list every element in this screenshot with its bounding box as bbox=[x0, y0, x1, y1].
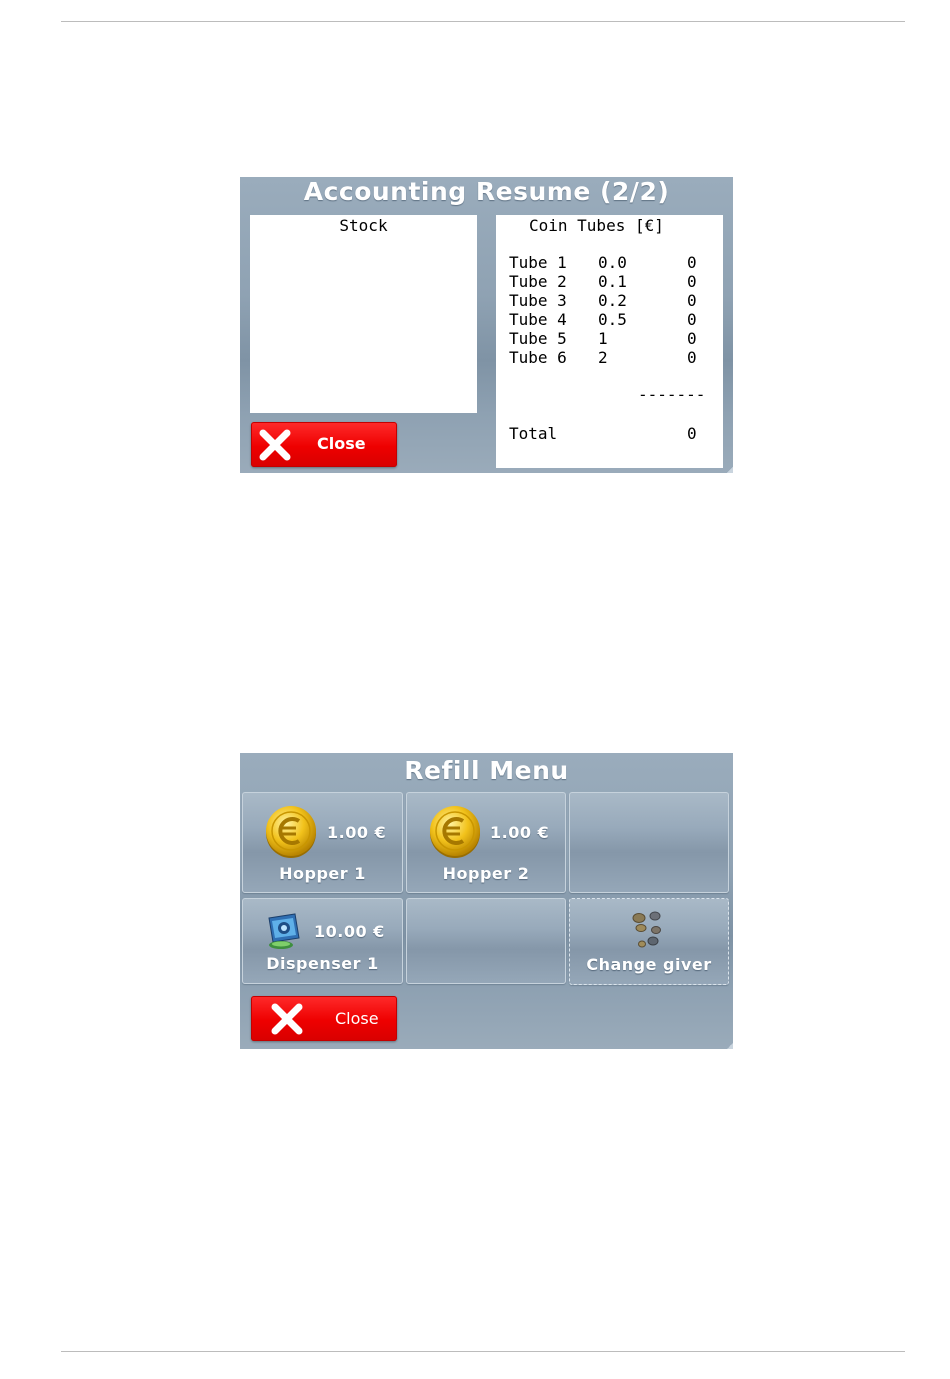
tube-name: Tube 6 bbox=[509, 348, 567, 367]
accounting-close-button[interactable] bbox=[251, 422, 397, 467]
page-bottom-rule bbox=[61, 1351, 905, 1352]
accounting-title: Accounting Resume (2/2) bbox=[303, 177, 670, 206]
tube-row bbox=[496, 272, 723, 291]
dispenser-1-amount: 10.00 € bbox=[314, 922, 385, 941]
tube-row bbox=[496, 310, 723, 329]
tube-count: 0 bbox=[687, 291, 697, 310]
tube-value: 0.0 bbox=[598, 253, 627, 272]
tube-count: 0 bbox=[687, 310, 697, 329]
total-label: Total bbox=[509, 424, 558, 443]
hopper-2-button[interactable] bbox=[406, 792, 566, 893]
hopper-1-button[interactable] bbox=[242, 792, 403, 893]
change-giver-label: Change giver bbox=[586, 955, 712, 974]
tube-name: Tube 1 bbox=[509, 253, 567, 272]
close-icon bbox=[271, 1003, 303, 1035]
page-top-rule bbox=[61, 21, 905, 22]
hopper-2-amount: 1.00 € bbox=[490, 823, 550, 842]
total-separator: ------- bbox=[638, 385, 706, 404]
tube-name: Tube 4 bbox=[509, 310, 567, 329]
total-value: 0 bbox=[687, 424, 697, 443]
tube-value: 0.1 bbox=[598, 272, 627, 291]
resize-grip bbox=[727, 467, 733, 473]
tube-count: 0 bbox=[687, 348, 697, 367]
stock-box bbox=[250, 215, 477, 413]
refill-close-button[interactable] bbox=[251, 996, 397, 1041]
close-label: Close bbox=[335, 1009, 379, 1028]
tube-row bbox=[496, 329, 723, 348]
empty-slot-button[interactable] bbox=[406, 898, 566, 984]
close-label: Close bbox=[317, 434, 366, 453]
change-giver-button[interactable] bbox=[569, 898, 729, 985]
euro-coin-icon bbox=[427, 803, 483, 859]
dispenser-1-button[interactable] bbox=[242, 898, 403, 984]
coin-tubes-table bbox=[496, 253, 723, 367]
resize-grip bbox=[727, 1043, 733, 1049]
tube-value: 0.2 bbox=[598, 291, 627, 310]
hopper-2-label: Hopper 2 bbox=[442, 864, 530, 883]
tube-name: Tube 2 bbox=[509, 272, 567, 291]
close-icon bbox=[259, 429, 291, 461]
tube-value: 1 bbox=[598, 329, 608, 348]
tube-count: 0 bbox=[687, 329, 697, 348]
tube-row bbox=[496, 348, 723, 367]
tube-count: 0 bbox=[687, 253, 697, 272]
tube-name: Tube 5 bbox=[509, 329, 567, 348]
euro-coin-icon bbox=[263, 803, 319, 859]
refill-menu-window bbox=[240, 753, 733, 1049]
tube-value: 2 bbox=[598, 348, 608, 367]
banknote-dispenser-icon bbox=[265, 912, 305, 950]
tube-name: Tube 3 bbox=[509, 291, 567, 310]
coin-tubes-header: Coin Tubes [€] bbox=[529, 216, 664, 235]
coin-tubes-box bbox=[496, 215, 723, 468]
hopper-1-label: Hopper 1 bbox=[279, 864, 366, 883]
tube-count: 0 bbox=[687, 272, 697, 291]
refill-title: Refill Menu bbox=[404, 756, 569, 785]
dispenser-1-label: Dispenser 1 bbox=[266, 954, 379, 973]
accounting-resume-window bbox=[240, 177, 733, 473]
tube-row bbox=[496, 291, 723, 310]
stock-header: Stock bbox=[339, 216, 388, 235]
coins-icon bbox=[627, 910, 665, 950]
empty-slot-button[interactable] bbox=[569, 792, 729, 893]
tube-value: 0.5 bbox=[598, 310, 627, 329]
hopper-1-amount: 1.00 € bbox=[327, 823, 387, 842]
tube-row bbox=[496, 253, 723, 272]
